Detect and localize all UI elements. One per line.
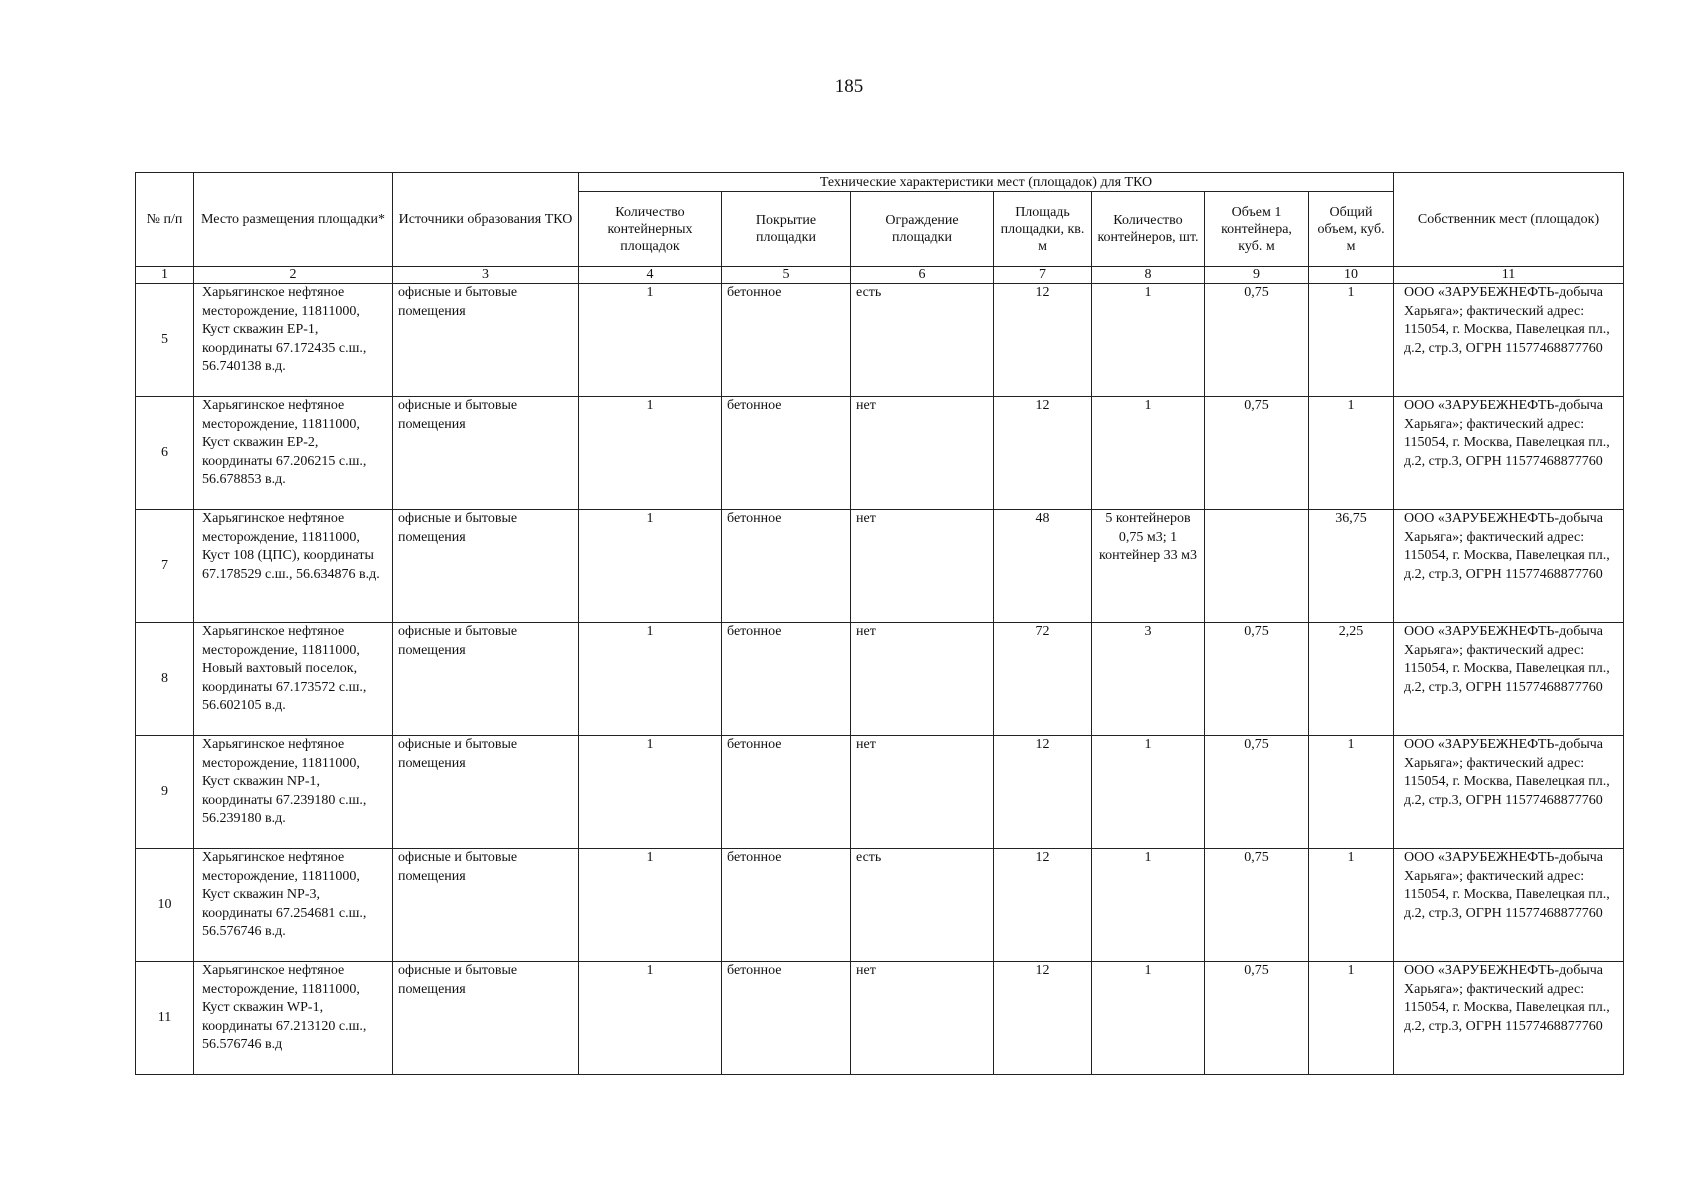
- cell-container-volume: 0,75: [1205, 962, 1309, 1075]
- header-container-volume: Объем 1 контейнера, куб. м: [1205, 192, 1309, 267]
- column-number: 2: [194, 267, 393, 284]
- header-sources: Источники образования ТКО: [393, 173, 579, 267]
- column-number: 4: [579, 267, 722, 284]
- cell-fence: есть: [851, 849, 994, 962]
- cell-location: Харьягинское нефтяное месторождение, 11811000, Куст скважин ЕР-2, координаты 67.206215 с.ш., 56.678853 в.д.: [194, 397, 393, 510]
- cell-area: 72: [994, 623, 1092, 736]
- cell-container-volume: [1205, 510, 1309, 623]
- cell-location: Харьягинское нефтяное месторождение, 11811000, Куст скважин NP-3, координаты 67.254681 с.ш., 56.576746 в.д.: [194, 849, 393, 962]
- header-tech-group: Технические характеристики мест (площадок) для ТКО: [579, 173, 1394, 192]
- table-row: [136, 736, 1624, 849]
- header-surface: Покрытие площадки: [722, 192, 851, 267]
- cell-total-volume: 1: [1309, 397, 1394, 510]
- cell-surface: бетонное: [722, 284, 851, 397]
- cell-surface: бетонное: [722, 962, 851, 1075]
- cell-container-sites: 1: [579, 623, 722, 736]
- cell-fence: нет: [851, 623, 994, 736]
- cell-no: 8: [136, 623, 194, 736]
- cell-total-volume: 1: [1309, 736, 1394, 849]
- cell-no: 9: [136, 736, 194, 849]
- cell-sources: офисные и бытовые помещения: [393, 736, 579, 849]
- header-fence: Ограждение площадки: [851, 192, 994, 267]
- cell-fence: есть: [851, 284, 994, 397]
- header-total-volume: Общий объем, куб. м: [1309, 192, 1394, 267]
- cell-sources: офисные и бытовые помещения: [393, 962, 579, 1075]
- cell-no: 6: [136, 397, 194, 510]
- cell-total-volume: 1: [1309, 962, 1394, 1075]
- cell-location: Харьягинское нефтяное месторождение, 11811000, Куст скважин WP-1, координаты 67.213120 с.ш., 56.576746 в.д: [194, 962, 393, 1075]
- cell-location: Харьягинское нефтяное месторождение, 11811000, Куст скважин ЕР-1, координаты 67.172435 с.ш., 56.740138 в.д.: [194, 284, 393, 397]
- cell-total-volume: 2,25: [1309, 623, 1394, 736]
- cell-sources: офисные и бытовые помещения: [393, 623, 579, 736]
- header-containers: Количество контейнеров, шт.: [1092, 192, 1205, 267]
- cell-location: Харьягинское нефтяное месторождение, 11811000, Куст 108 (ЦПС), координаты 67.178529 с.ш., 56.634876 в.д.: [194, 510, 393, 623]
- cell-owner: ООО «ЗАРУБЕЖНЕФТЬ-добыча Харьяга»; фактический адрес: 115054, г. Москва, Павелецкая пл., д.2, стр.3, ОГРН 11577468877760: [1394, 284, 1624, 397]
- table-row: [136, 962, 1624, 1075]
- cell-area: 12: [994, 962, 1092, 1075]
- column-number: 6: [851, 267, 994, 284]
- cell-area: 12: [994, 397, 1092, 510]
- column-number: 3: [393, 267, 579, 284]
- cell-containers: 1: [1092, 397, 1205, 510]
- table-row: [136, 284, 1624, 397]
- cell-total-volume: 1: [1309, 849, 1394, 962]
- cell-fence: нет: [851, 736, 994, 849]
- cell-no: 10: [136, 849, 194, 962]
- cell-total-volume: 36,75: [1309, 510, 1394, 623]
- cell-location: Харьягинское нефтяное месторождение, 11811000, Новый вахтовый поселок, координаты 67.173572 с.ш., 56.602105 в.д.: [194, 623, 393, 736]
- cell-sources: офисные и бытовые помещения: [393, 849, 579, 962]
- cell-area: 48: [994, 510, 1092, 623]
- cell-no: 7: [136, 510, 194, 623]
- header-owner: Собственник мест (площадок): [1394, 173, 1624, 267]
- cell-area: 12: [994, 849, 1092, 962]
- cell-sources: офисные и бытовые помещения: [393, 397, 579, 510]
- column-number: 8: [1092, 267, 1205, 284]
- cell-fence: нет: [851, 510, 994, 623]
- cell-surface: бетонное: [722, 510, 851, 623]
- cell-fence: нет: [851, 962, 994, 1075]
- column-number: 10: [1309, 267, 1394, 284]
- cell-container-volume: 0,75: [1205, 736, 1309, 849]
- cell-containers: 1: [1092, 849, 1205, 962]
- tko-sites-table: [135, 172, 1624, 1075]
- cell-total-volume: 1: [1309, 284, 1394, 397]
- cell-location: Харьягинское нефтяное месторождение, 11811000, Куст скважин NP-1, координаты 67.239180 с.ш., 56.239180 в.д.: [194, 736, 393, 849]
- cell-container-volume: 0,75: [1205, 397, 1309, 510]
- cell-surface: бетонное: [722, 397, 851, 510]
- column-number-row: [136, 267, 1624, 284]
- column-number: 11: [1394, 267, 1624, 284]
- table-row: [136, 849, 1624, 962]
- cell-container-sites: 1: [579, 736, 722, 849]
- cell-no: 5: [136, 284, 194, 397]
- cell-owner: ООО «ЗАРУБЕЖНЕФТЬ-добыча Харьяга»; фактический адрес: 115054, г. Москва, Павелецкая пл., д.2, стр.3, ОГРН 11577468877760: [1394, 962, 1624, 1075]
- column-number: 5: [722, 267, 851, 284]
- cell-container-volume: 0,75: [1205, 284, 1309, 397]
- cell-owner: ООО «ЗАРУБЕЖНЕФТЬ-добыча Харьяга»; фактический адрес: 115054, г. Москва, Павелецкая пл., д.2, стр.3, ОГРН 11577468877760: [1394, 510, 1624, 623]
- cell-container-sites: 1: [579, 849, 722, 962]
- header-no: № п/п: [136, 173, 194, 267]
- column-number: 9: [1205, 267, 1309, 284]
- table-row: [136, 510, 1624, 623]
- cell-no: 11: [136, 962, 194, 1075]
- header-location: Место размещения площадки*: [194, 173, 393, 267]
- cell-sources: офисные и бытовые помещения: [393, 284, 579, 397]
- cell-fence: нет: [851, 397, 994, 510]
- cell-surface: бетонное: [722, 849, 851, 962]
- cell-sources: офисные и бытовые помещения: [393, 510, 579, 623]
- cell-owner: ООО «ЗАРУБЕЖНЕФТЬ-добыча Харьяга»; фактический адрес: 115054, г. Москва, Павелецкая пл., д.2, стр.3, ОГРН 11577468877760: [1394, 736, 1624, 849]
- cell-owner: ООО «ЗАРУБЕЖНЕФТЬ-добыча Харьяга»; фактический адрес: 115054, г. Москва, Павелецкая пл., д.2, стр.3, ОГРН 11577468877760: [1394, 849, 1624, 962]
- cell-container-sites: 1: [579, 962, 722, 1075]
- header-area: Площадь площадки, кв. м: [994, 192, 1092, 267]
- table-row: [136, 397, 1624, 510]
- cell-container-sites: 1: [579, 397, 722, 510]
- cell-container-volume: 0,75: [1205, 849, 1309, 962]
- cell-containers: 1: [1092, 962, 1205, 1075]
- cell-containers: 1: [1092, 736, 1205, 849]
- column-number: 1: [136, 267, 194, 284]
- header-container-sites: Количество контейнерных площадок: [579, 192, 722, 267]
- cell-containers: 5 контейнеров 0,75 м3; 1 контейнер 33 м3: [1092, 510, 1205, 623]
- cell-owner: ООО «ЗАРУБЕЖНЕФТЬ-добыча Харьяга»; фактический адрес: 115054, г. Москва, Павелецкая пл., д.2, стр.3, ОГРН 11577468877760: [1394, 623, 1624, 736]
- table-row: [136, 623, 1624, 736]
- cell-containers: 3: [1092, 623, 1205, 736]
- cell-container-sites: 1: [579, 284, 722, 397]
- cell-container-sites: 1: [579, 510, 722, 623]
- cell-container-volume: 0,75: [1205, 623, 1309, 736]
- cell-owner: ООО «ЗАРУБЕЖНЕФТЬ-добыча Харьяга»; фактический адрес: 115054, г. Москва, Павелецкая пл., д.2, стр.3, ОГРН 11577468877760: [1394, 397, 1624, 510]
- column-number: 7: [994, 267, 1092, 284]
- cell-containers: 1: [1092, 284, 1205, 397]
- cell-surface: бетонное: [722, 623, 851, 736]
- cell-area: 12: [994, 284, 1092, 397]
- page-number: 185: [834, 76, 864, 97]
- cell-area: 12: [994, 736, 1092, 849]
- cell-surface: бетонное: [722, 736, 851, 849]
